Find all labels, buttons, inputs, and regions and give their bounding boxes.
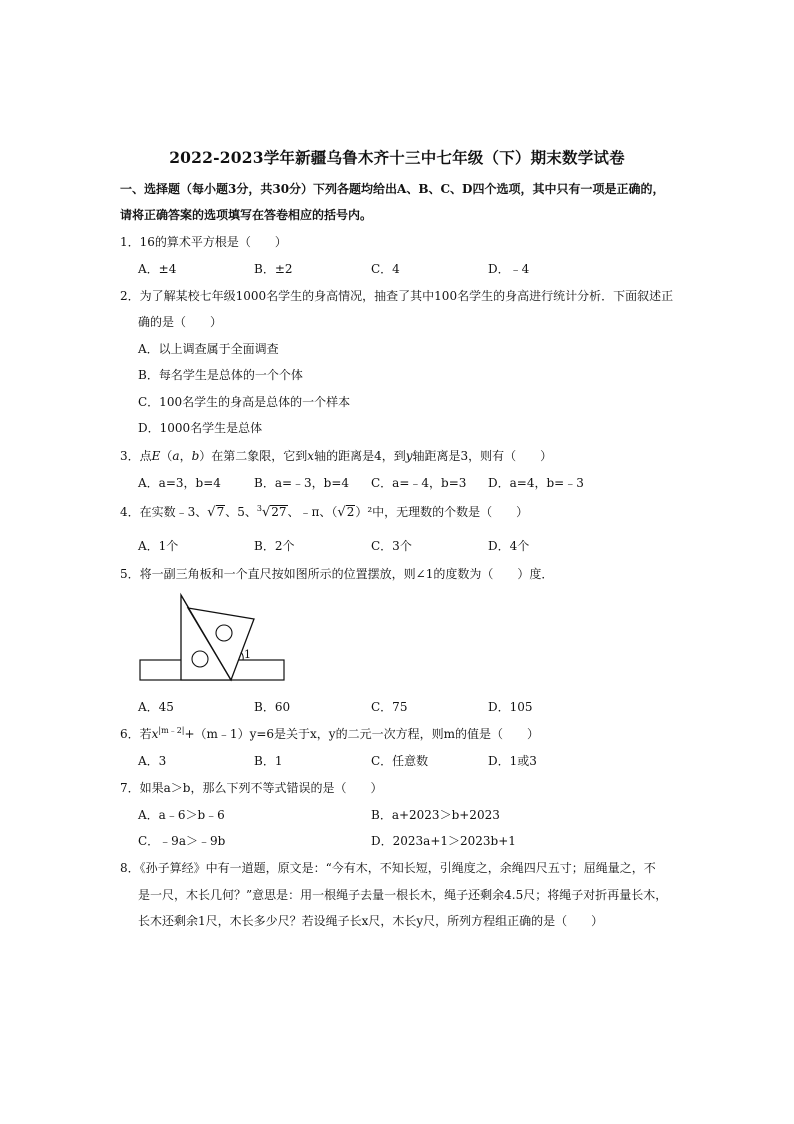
question-3-stem: [120, 447, 552, 464]
question-7-stem: 7．如果a＞b，那么下列不等式错误的是（ ）: [120, 781, 383, 795]
q3-option-c: C．a=﹣4，b=3: [371, 476, 467, 490]
q4-text-post: ）²中，无理数的个数是（ ）: [355, 505, 529, 519]
q6-option-b: B．1: [254, 754, 283, 768]
q2-option-c: C．100名学生的身高是总体的一个样本: [138, 395, 351, 409]
q6-exponent: |m﹣2|: [158, 726, 185, 735]
q3-var-b: b: [191, 449, 200, 463]
q3-option-a: A．a=3，b=4: [138, 476, 221, 490]
q3-comma: ，: [179, 449, 192, 463]
q4-sqrt2: 2: [346, 505, 355, 519]
q5-option-b: B．60: [254, 700, 291, 714]
angle-1-label: 1: [244, 648, 251, 661]
q1-option-c: C．4: [371, 262, 400, 276]
cbrt-symbol: √: [261, 505, 271, 520]
q3-text-mid3: 轴的距离是4，到: [314, 449, 406, 463]
q3-text-open: （: [160, 449, 173, 463]
question-8-stem-line2: 是一尺，木长几何？”意思是：用一根绳子去量一根长木，绳子还剩余4.5尺；将绳子对折再量长木，: [138, 888, 668, 902]
q3-point-e: E: [151, 449, 161, 463]
q6-text-mid: +（m﹣1）y=6是关于x，y的二元一次方程，则m的值是（ ）: [184, 727, 539, 741]
question-2-stem-line2: 确的是（ ）: [138, 315, 223, 329]
q3-var-y: y: [405, 449, 413, 463]
q7-option-c: C．﹣9a＞﹣9b: [138, 834, 226, 848]
q6-text-pre: 6．若: [120, 727, 152, 741]
q6-option-d: D．1或3: [488, 754, 537, 768]
q4-option-b: B．2个: [254, 539, 295, 553]
sqrt-symbol: √: [207, 505, 216, 520]
angle-1-arc: [241, 652, 243, 660]
question-8-stem-line3: 长木还剩余1尺，木长多少尺？若设绳子长x尺，木长y尺，所列方程组正确的是（ ）: [138, 914, 604, 928]
q7-option-d: D．2023a+1＞2023b+1: [371, 834, 516, 848]
q6-option-c: C．任意数: [371, 754, 429, 768]
q3-var-x: x: [307, 449, 315, 463]
q3-option-d: D．a=4，b=﹣3: [488, 476, 584, 490]
q7-option-b: B．a+2023＞b+2023: [371, 808, 500, 822]
q1-option-d: D．﹣4: [488, 262, 530, 276]
question-8-stem-line1: 8．《孙子算经》中有一道题，原文是：“今有木，不知长短，引绳度之，余绳四尺五寸；屈绳量之，不: [120, 861, 656, 875]
q2-option-d: D．1000名学生是总体: [138, 421, 263, 435]
page-title: 2022-2023学年新疆乌鲁木齐十三中七年级（下）期末数学试卷: [169, 148, 625, 167]
q3-text-mid2: ）在第二象限，它到: [199, 449, 308, 463]
q6-var-x: x: [151, 727, 159, 741]
q1-option-b: B．±2: [254, 262, 293, 276]
question-6-stem: [120, 725, 539, 742]
q4-cbrt-index: 3: [256, 504, 262, 513]
triangle-ruler-figure: [138, 590, 288, 685]
q2-option-a: A．以上调查属于全面调查: [138, 342, 279, 356]
q7-option-a: A．a﹣6＞b﹣6: [138, 808, 225, 822]
question-1-stem: 1．16的算术平方根是（ ）: [120, 235, 287, 249]
q4-cbrt27: 27: [271, 505, 287, 519]
section-instructions-line1: 一、选择题（每小题3分，共30分）下列各题均给出A、B、C、D四个选项，其中只有一项是正确的，: [120, 182, 665, 196]
q6-option-a: A．3: [138, 754, 167, 768]
q4-option-d: D．4个: [488, 539, 530, 553]
section-instructions-line2: 请将正确答案的选项填写在答卷相应的括号内。: [120, 208, 373, 222]
q4-sep2: 、﹣π、（: [287, 505, 338, 519]
sqrt-symbol-2: √: [337, 505, 346, 520]
question-2-stem-line1: 2．为了解某校七年级1000名学生的身高情况，抽查了其中100名学生的身高进行统计分析．下面叙述正: [120, 289, 674, 303]
q5-option-d: D．105: [488, 700, 533, 714]
q2-option-b: B．每名学生是总体的一个个体: [138, 368, 303, 382]
q3-option-b: B．a=﹣3，b=4: [254, 476, 350, 490]
q1-option-a: A．±4: [138, 262, 177, 276]
q3-var-a: a: [172, 449, 180, 463]
q3-text-pre: 3．点: [120, 449, 152, 463]
q4-option-a: A．1个: [138, 539, 179, 553]
question-4-stem: [120, 503, 528, 520]
q4-text-pre: 4．在实数﹣3、: [120, 505, 208, 519]
q5-option-a: A．45: [138, 700, 174, 714]
q4-sqrt7: 7: [216, 505, 225, 519]
q4-sep1: 、5、: [225, 505, 257, 519]
q4-option-c: C．3个: [371, 539, 412, 553]
q5-option-c: C．75: [371, 700, 408, 714]
q3-text-mid4: 轴距离是3，则有（ ）: [412, 449, 553, 463]
question-5-stem: 5．将一副三角板和一个直尺按如图所示的位置摆放，则∠1的度数为（ ）度．: [120, 567, 554, 581]
